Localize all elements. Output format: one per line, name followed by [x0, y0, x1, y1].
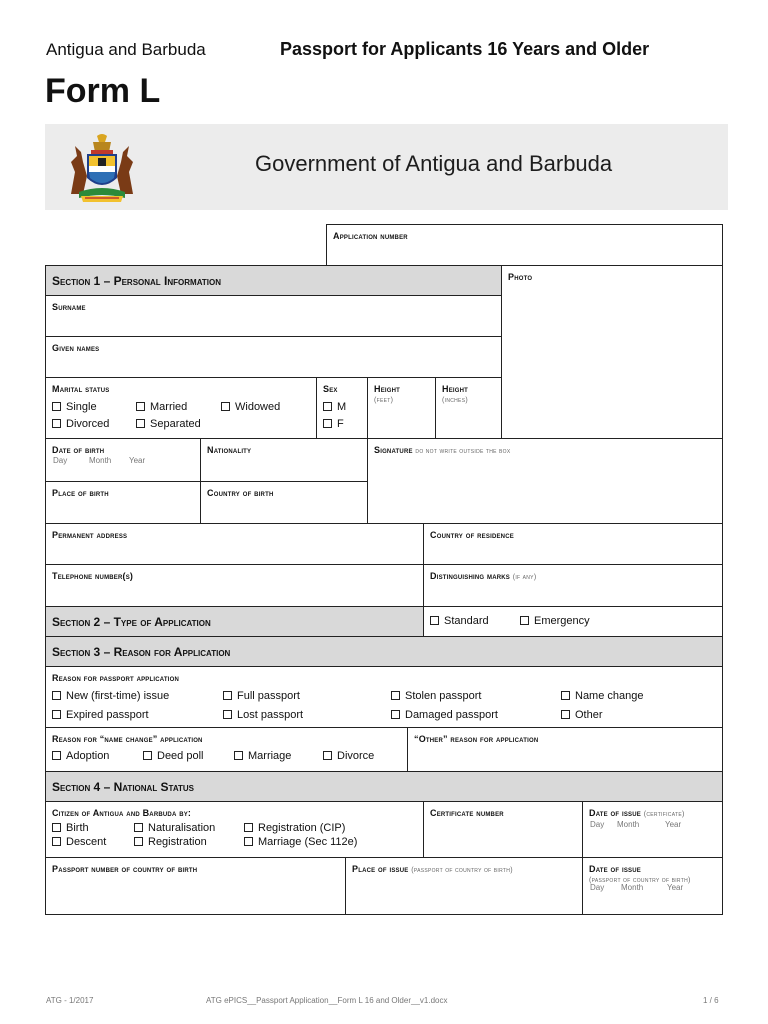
country-of-residence-label: Country of residence	[430, 530, 514, 540]
name-change-deed-poll[interactable]: Deed poll	[143, 750, 203, 762]
place-of-issue-field[interactable]	[345, 857, 583, 915]
certificate-date-of-issue-label: Date of issue (certificate)	[589, 808, 685, 818]
doi-month-label: Month	[617, 820, 640, 829]
citizen-marriage[interactable]: Marriage (Sec 112e)	[244, 836, 357, 848]
footer-page-number: 1 / 6	[703, 996, 719, 1005]
passport-date-of-issue-field[interactable]	[582, 857, 723, 915]
checkbox-icon	[244, 837, 253, 846]
dob-day-label: Day	[53, 456, 68, 465]
checkbox-icon	[52, 691, 61, 700]
name-change-field	[45, 727, 408, 772]
reason-damaged[interactable]: Damaged passport	[391, 709, 498, 721]
date-of-birth-field[interactable]	[45, 438, 201, 482]
reason-label: Reason for passport application	[52, 673, 179, 683]
marital-option-widowed[interactable]: Widowed	[221, 401, 280, 413]
permanent-address-field[interactable]	[45, 523, 424, 565]
checkbox-icon	[52, 751, 61, 760]
checkbox-icon	[520, 616, 529, 625]
pdoi-day-label: Day	[590, 883, 605, 892]
country-of-birth-label: Country of birth	[207, 488, 274, 498]
checkbox-icon	[323, 402, 332, 411]
checkbox-icon	[561, 710, 570, 719]
checkbox-icon	[323, 751, 332, 760]
government-banner	[45, 124, 728, 210]
date-of-birth-label: Date of birth	[52, 445, 105, 455]
sex-field	[316, 377, 368, 439]
pdoi-year-label: Year	[667, 883, 684, 892]
photo-box[interactable]	[501, 265, 723, 439]
form-title: Form L	[45, 72, 161, 110]
marital-option-married[interactable]: Married	[136, 401, 187, 413]
checkbox-icon	[391, 710, 400, 719]
reason-expired[interactable]: Expired passport	[52, 709, 149, 721]
checkbox-icon	[134, 837, 143, 846]
doi-day-label: Day	[590, 820, 605, 829]
marital-option-separated[interactable]: Separated	[136, 418, 201, 430]
height-feet-field[interactable]	[367, 377, 436, 439]
surname-field[interactable]	[45, 295, 502, 337]
type-option-emergency[interactable]: Emergency	[520, 615, 590, 627]
checkbox-icon	[136, 419, 145, 428]
surname-label: Surname	[52, 302, 86, 312]
telephone-field[interactable]	[45, 564, 424, 607]
dob-year-label: Year	[129, 456, 146, 465]
marital-option-divorced[interactable]: Divorced	[52, 418, 109, 430]
reason-other[interactable]: Other	[561, 709, 603, 721]
section3-header	[45, 636, 723, 667]
country-of-birth-field[interactable]	[200, 481, 368, 524]
checkbox-icon	[52, 419, 61, 428]
nationality-label: Nationality	[207, 445, 252, 455]
checkbox-icon	[234, 751, 243, 760]
sex-option-f[interactable]: F	[323, 418, 344, 430]
signature-box[interactable]	[367, 438, 723, 524]
passport-number-label: Passport number of country of birth	[52, 864, 198, 874]
distinguishing-marks-label: Distinguishing marks (if any)	[430, 571, 537, 581]
marital-status-label: Marital status	[52, 384, 110, 394]
reason-lost[interactable]: Lost passport	[223, 709, 303, 721]
government-title: Government of Antigua and Barbuda	[255, 151, 613, 176]
nationality-field[interactable]	[200, 438, 368, 482]
marital-status-field	[45, 377, 317, 439]
checkbox-icon	[52, 710, 61, 719]
certificate-date-of-issue-field[interactable]	[582, 801, 723, 858]
citizen-by-field	[45, 801, 424, 858]
application-number-label: Application number	[333, 231, 408, 241]
checkbox-icon	[561, 691, 570, 700]
marital-option-single[interactable]: Single	[52, 401, 97, 413]
citizen-by-label: Citizen of Antigua and Barbuda by:	[52, 808, 192, 818]
reason-name-change[interactable]: Name change	[561, 690, 644, 702]
signature-label: Signature do not write outside the box	[374, 445, 511, 455]
checkbox-icon	[52, 402, 61, 411]
checkbox-icon	[134, 823, 143, 832]
height-inches-field[interactable]	[435, 377, 502, 439]
section4-header	[45, 771, 723, 802]
checkbox-icon	[391, 691, 400, 700]
name-change-adoption[interactable]: Adoption	[52, 750, 109, 762]
checkbox-icon	[430, 616, 439, 625]
checkbox-icon	[323, 419, 332, 428]
telephone-label: Telephone number(s)	[52, 571, 134, 581]
certificate-number-field[interactable]	[423, 801, 583, 858]
checkbox-icon	[143, 751, 152, 760]
country-of-residence-field[interactable]	[423, 523, 723, 565]
given-names-label: Given names	[52, 343, 100, 353]
reason-new[interactable]: New (first-time) issue	[52, 690, 169, 702]
citizen-birth[interactable]: Birth	[52, 822, 89, 834]
other-reason-label: “Other” reason for application	[414, 734, 539, 744]
checkbox-icon	[221, 402, 230, 411]
sex-label: Sex	[323, 384, 338, 394]
checkbox-icon	[244, 823, 253, 832]
place-of-birth-label: Place of birth	[52, 488, 109, 498]
form-subtitle: Passport for Applicants 16 Years and Older	[280, 39, 650, 59]
reason-field	[45, 666, 723, 728]
section1-title: Section 1 – Personal Information	[52, 273, 221, 288]
height-feet-label: Height (feet)	[374, 384, 401, 404]
section4-title: Section 4 – National Status	[52, 779, 195, 794]
footer-filename: ATG ePICS__Passport Application__Form L 16 and Older__v1.docx	[206, 996, 448, 1005]
passport-date-of-issue-label: Date of issue (passport of country of birth)	[589, 864, 691, 884]
given-names-field[interactable]	[45, 336, 502, 378]
dob-month-label: Month	[89, 456, 112, 465]
footer-version: ATG - 1/2017	[46, 996, 94, 1005]
name-change-marriage[interactable]: Marriage	[234, 750, 291, 762]
citizen-descent[interactable]: Descent	[52, 836, 106, 848]
application-number-field[interactable]	[326, 224, 723, 266]
checkbox-icon	[223, 691, 232, 700]
section2-header	[45, 606, 424, 637]
checkbox-icon	[52, 837, 61, 846]
distinguishing-marks-field[interactable]	[423, 564, 723, 607]
type-option-standard[interactable]: Standard	[430, 615, 489, 627]
coat-of-arms-icon	[67, 132, 137, 204]
citizen-naturalisation[interactable]: Naturalisation	[134, 822, 215, 834]
reason-stolen[interactable]: Stolen passport	[391, 690, 481, 702]
section1-header	[45, 265, 502, 296]
reason-full[interactable]: Full passport	[223, 690, 300, 702]
pdoi-month-label: Month	[621, 883, 644, 892]
name-change-label: Reason for “name change” application	[52, 734, 203, 744]
citizen-registration[interactable]: Registration	[134, 836, 207, 848]
permanent-address-label: Permanent address	[52, 530, 128, 540]
place-of-issue-label: Place of issue (passport of country of birth)	[352, 864, 513, 874]
application-type-field	[423, 606, 723, 637]
doi-year-label: Year	[665, 820, 682, 829]
checkbox-icon	[223, 710, 232, 719]
section3-title: Section 3 – Reason for Application	[52, 644, 231, 659]
checkbox-icon	[52, 823, 61, 832]
checkbox-icon	[136, 402, 145, 411]
passport-number-field[interactable]	[45, 857, 346, 915]
name-change-divorce[interactable]: Divorce	[323, 750, 374, 762]
sex-option-m[interactable]: M	[323, 401, 346, 413]
photo-label: Photo	[508, 272, 533, 282]
height-inches-label: Height (inches)	[442, 384, 469, 404]
citizen-registration-cip[interactable]: Registration (CIP)	[244, 822, 345, 834]
place-of-birth-field[interactable]	[45, 481, 201, 524]
country-heading: Antigua and Barbuda	[46, 40, 206, 59]
section2-title: Section 2 – Type of Application	[52, 614, 211, 629]
other-reason-field[interactable]	[407, 727, 723, 772]
certificate-number-label: Certificate number	[430, 808, 504, 818]
